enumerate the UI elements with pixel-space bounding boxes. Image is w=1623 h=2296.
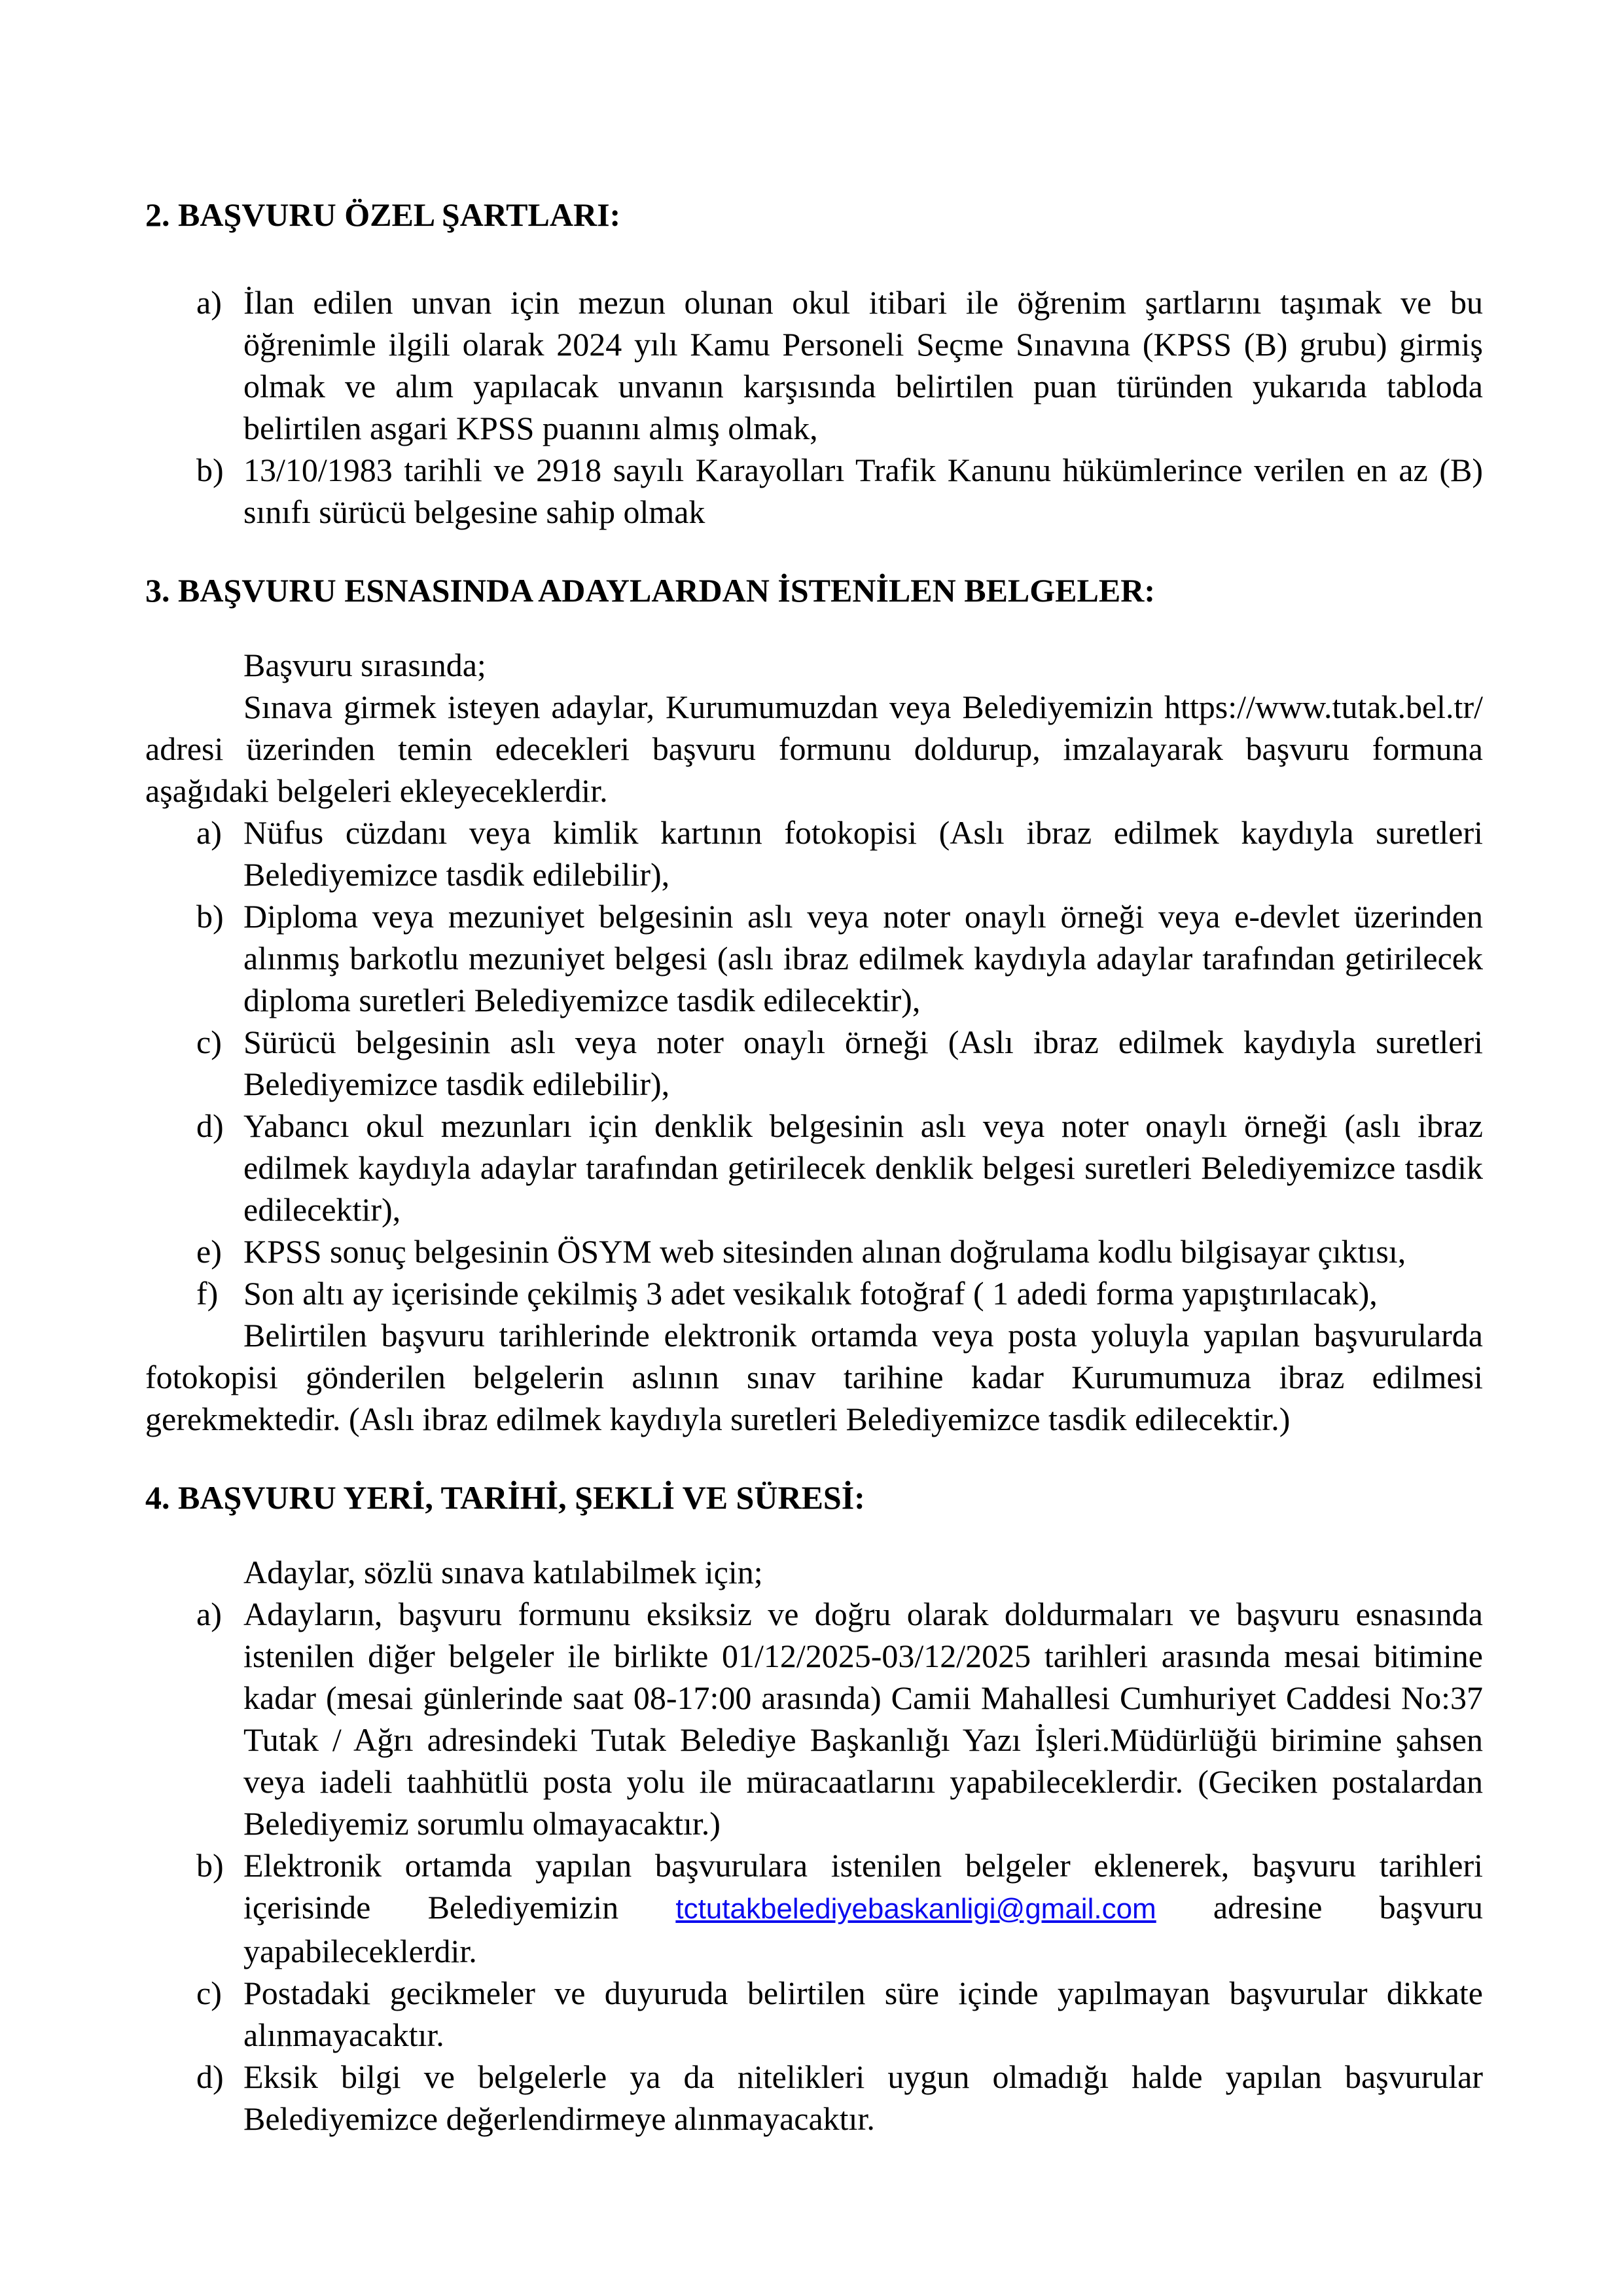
list-item (145, 449, 1483, 533)
list-item-text: 13/10/1983 tarihli ve 2918 sayılı Karayolları Trafik Kanunu hükümlerince verilen en az (B) sınıfı sürücü belgesine sahip olmak (243, 452, 1483, 530)
section-2-list (145, 281, 1483, 533)
list-item (145, 1272, 1483, 1314)
section-3-heading: 3. BAŞVURU ESNASINDA ADAYLARDAN İSTENİLEN BELGELER: (145, 572, 1155, 609)
list-item-text: Sürücü belgesinin aslı veya noter onaylı örneği (Aslı ibraz edilmek kaydıyla suretleri Belediyemizce tasdik edilebilir), (243, 1024, 1483, 1102)
list-item (145, 1844, 1483, 1972)
list-marker: f) (196, 1275, 219, 1312)
section-4-list (145, 1593, 1483, 2140)
list-item-text: Diploma veya mezuniyet belgesinin aslı veya noter onaylı örneği veya e-devlet üzerinden alınmış barkotlu mezuniyet belgesi (aslı ibraz edilmek kaydıyla adaylar tarafından getirilecek diploma suretleri Belediyemizce tasdik edilecektir), (243, 898, 1483, 1018)
paragraph-belirtilen-basvuru: Belirtilen başvuru tarihlerinde elektronik ortamda veya posta yoluyla yapılan başvurularda fotokopisi gönderilen belgelerin aslının sınav tarihine kadar Kurumumuza ibraz edilmesi gerekmektedir. (Aslı ibraz edilmek kaydıyla suretleri Belediyemizce tasdik edilecektir.) (145, 1317, 1483, 1437)
list-marker: c) (196, 1975, 222, 2011)
list-marker: e) (196, 1233, 222, 1270)
list-item-text: Yabancı okul mezunları için denklik belgesinin aslı veya noter onaylı örneği (aslı ibraz edilmek kaydıyla adaylar tarafından getirilecek denklik belgesi suretleri Belediyemizce tasdik edilecektir), (243, 1107, 1483, 1228)
list-item-text: Adayların, başvuru formunu eksiksiz ve doğru olarak doldurmaları ve başvuru esnasında istenilen diğer belgeler ile birlikte 01/12/2025-03/12/2025 tarihleri arasında mesai bitimine kadar (mesai günlerinde saat 08-17:00 arasında) Camii Mahallesi Cumhuriyet Caddesi No:37 Tutak / Ağrı adresindeki Tutak Belediye Başkanlığı Yazı İşleri.Müdürlüğü birimine şahsen veya iadeli taahhütlü posta yolu ile müracaatlarını yapabileceklerdir. (Geciken postalardan Belediyemiz sorumlu olmayacaktır.) (243, 1596, 1483, 1842)
list-item-text: Nüfus cüzdanı veya kimlik kartının fotokopisi (Aslı ibraz edilmek kaydıyla suretleri Belediyemizce tasdik edilebilir), (243, 814, 1483, 893)
list-item-text: Postadaki gecikmeler ve duyuruda belirtilen süre içinde yapılmayan başvurular dikkate alınmayacaktır. (243, 1975, 1483, 2053)
list-marker: a) (196, 1596, 222, 1632)
list-item (145, 1230, 1483, 1272)
list-marker: b) (196, 452, 224, 488)
list-item-text: Elektronik ortamda yapılan başvurulara istenilen belgeler eklenerek, başvuru tarihleri içerisinde Belediyemizin (243, 1847, 1483, 1926)
list-item (145, 1021, 1483, 1105)
list-marker: c) (196, 1024, 222, 1060)
list-marker: a) (196, 284, 222, 321)
list-item-text: Son altı ay içerisinde çekilmiş 3 adet vesikalık fotoğraf ( 1 adedi forma yapıştırılacak), (243, 1275, 1378, 1312)
list-item-text: adresine başvuru yapabileceklerdir. (243, 1889, 1483, 1969)
list-item (145, 2056, 1483, 2140)
email-link[interactable]: tctutakbelediyebaskanligi@gmail.com (675, 1893, 1156, 1925)
list-marker: a) (196, 814, 222, 851)
list-item-text: Eksik bilgi ve belgelerle ya da nitelikleri uygun olmadığı halde yapılan başvurular Belediyemizce değerlendirmeye alınmayacaktır. (243, 2058, 1483, 2137)
list-item (145, 1972, 1483, 2056)
paragraph-sinava-girmek: Sınava girmek isteyen adaylar, Kurumumuzdan veya Belediyemizin https://www.tutak.bel.tr/ adresi üzerinden temin edecekleri başvuru formunu doldurup, imzalayarak başvuru formuna aşağıdaki belgeleri ekleyeceklerdir. (145, 689, 1483, 809)
list-marker: b) (196, 1847, 224, 1884)
list-item-text: KPSS sonuç belgesinin ÖSYM web sitesinden alınan doğrulama kodlu bilgisayar çıktısı, (243, 1233, 1406, 1270)
list-item (145, 895, 1483, 1021)
list-item (145, 1105, 1483, 1230)
list-item (145, 281, 1483, 449)
list-marker: b) (196, 898, 224, 935)
paragraph-basvuru-sirasinda: Başvuru sırasında; (243, 647, 486, 683)
list-item (145, 1593, 1483, 1844)
list-marker: d) (196, 2058, 224, 2095)
section-2-heading: 2. BAŞVURU ÖZEL ŞARTLARI: (145, 196, 621, 233)
paragraph-adaylar-sozlu: Adaylar, sözlü sınava katılabilmek için; (243, 1554, 763, 1590)
section-4-heading: 4. BAŞVURU YERİ, TARİHİ, ŞEKLİ VE SÜRESİ: (145, 1479, 865, 1516)
list-marker: d) (196, 1107, 224, 1144)
list-item (145, 812, 1483, 895)
list-item-text: İlan edilen unvan için mezun olunan okul itibari ile öğrenim şartlarını taşımak ve bu öğrenimle ilgili olarak 2024 yılı Kamu Personeli Seçme Sınavına (KPSS (B) grubu) girmiş olmak ve alım yapılacak unvanın karşısında belirtilen puan türünden yukarıda tabloda belirtilen asgari KPSS puanını almış olmak, (243, 284, 1483, 446)
section-3-list (145, 812, 1483, 1314)
